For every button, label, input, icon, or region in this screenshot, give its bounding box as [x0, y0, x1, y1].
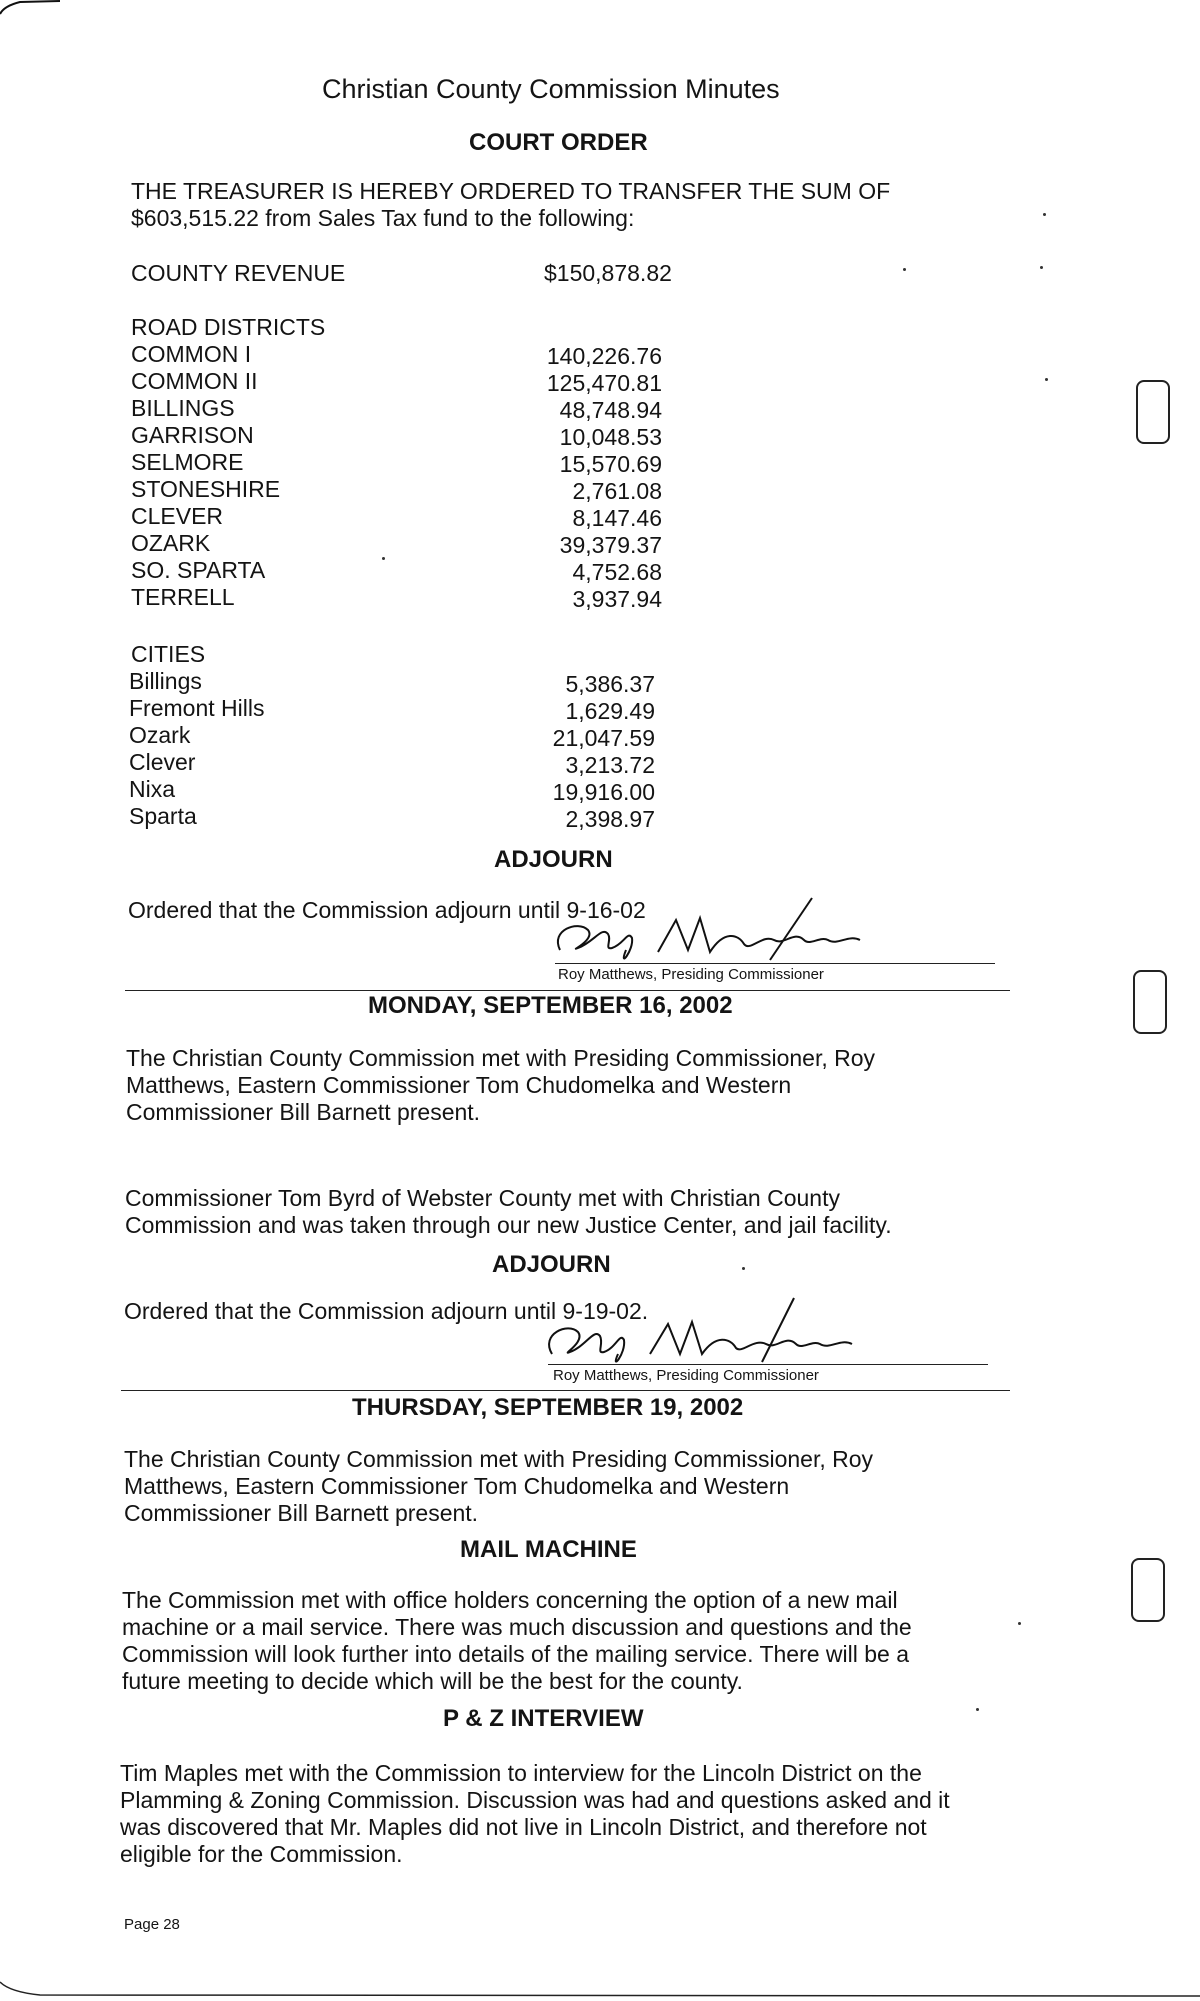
section-divider: [121, 1390, 1010, 1391]
city-amount: 21,047.59: [552, 725, 655, 751]
adjourn-order-text: Ordered that the Commission adjourn until 9-19-02.: [124, 1298, 649, 1324]
mail-machine-paragraph: The Commission met with office holders concerning the option of a new mail machine or a mail service. There was much discussion and questions and the Commission will look further into details of the mailing service. There will be a future meeting to decide which will be the best for the county.: [122, 1587, 912, 1694]
road-district-amount: 39,379.37: [559, 532, 662, 558]
binder-hole-middle: [1133, 970, 1167, 1034]
thursday-attendance-paragraph: The Christian County Commission met with Presiding Commissioner, Roy Matthews, Eastern Commissioner Tom Chudomelka and Western Commissioner Bill Barnett present.: [124, 1446, 874, 1526]
city-name: Billings: [129, 668, 202, 694]
pz-interview-heading: P & Z INTERVIEW: [443, 1705, 644, 1732]
county-revenue-label: COUNTY REVENUE: [131, 260, 346, 286]
road-district-name: CLEVER: [131, 503, 224, 529]
road-district-amount: 3,937.94: [572, 586, 662, 612]
city-name: Nixa: [129, 776, 176, 802]
signature-line: [555, 963, 995, 964]
date-heading-thursday: THURSDAY, SEPTEMBER 19, 2002: [352, 1394, 744, 1421]
city-amount: 3,213.72: [565, 752, 655, 778]
road-district-amount: 10,048.53: [559, 424, 662, 450]
binder-hole-top: [1136, 380, 1170, 444]
city-amount: 19,916.00: [552, 779, 655, 805]
road-district-name: COMMON II: [131, 368, 258, 394]
scan-speck: [1018, 1622, 1021, 1625]
city-amount: 2,398.97: [565, 806, 655, 832]
pz-interview-paragraph: Tim Maples met with the Commission to interview for the Lincoln District on the Plamming & Zoning Commission. Discussion was had and questions asked and it was discovered that Mr. Maples did not live in Lincoln District, and therefore not eligible for the Commission.: [120, 1760, 950, 1867]
road-district-name: OZARK: [131, 530, 211, 556]
scan-speck: [1043, 213, 1046, 216]
road-district-amount: 15,570.69: [559, 451, 662, 477]
page-number: Page 28: [124, 1916, 180, 1933]
signature-caption: Roy Matthews, Presiding Commissioner: [558, 966, 824, 983]
scan-speck: [976, 1708, 979, 1711]
road-district-name: TERRELL: [131, 584, 235, 610]
city-amount: 1,629.49: [565, 698, 655, 724]
city-name: Clever: [129, 749, 196, 775]
road-district-amount: 8,147.46: [572, 505, 662, 531]
mail-machine-heading: MAIL MACHINE: [460, 1536, 637, 1563]
road-district-name: SELMORE: [131, 449, 244, 475]
road-district-amount: 2,761.08: [572, 478, 662, 504]
road-district-amount: 125,470.81: [546, 370, 662, 396]
scan-bottom-edge: [0, 1980, 1200, 2001]
road-district-name: BILLINGS: [131, 395, 235, 421]
scan-speck: [903, 268, 906, 271]
city-name: Fremont Hills: [129, 695, 265, 721]
road-district-name: COMMON I: [131, 341, 252, 367]
adjourn-order-text: Ordered that the Commission adjourn until 9-16-02: [128, 897, 646, 923]
monday-visit-paragraph: Commissioner Tom Byrd of Webster County met with Christian County Commission and was taken through our new Justice Center, and jail facility.: [125, 1185, 892, 1238]
monday-attendance-paragraph: The Christian County Commission met with Presiding Commissioner, Roy Matthews, Eastern Commissioner Tom Chudomelka and Western Commissioner Bill Barnett present.: [126, 1045, 876, 1125]
county-revenue-amount: $150,878.82: [544, 260, 672, 286]
scan-speck: [742, 1267, 745, 1270]
section-divider: [125, 990, 1010, 991]
court-order-heading: COURT ORDER: [469, 129, 648, 156]
signature-caption: Roy Matthews, Presiding Commissioner: [553, 1367, 819, 1384]
adjourn-heading: ADJOURN: [494, 846, 613, 873]
road-district-name: SO. SPARTA: [131, 557, 266, 583]
page-title: Christian County Commission Minutes: [322, 74, 780, 104]
city-name: Sparta: [129, 803, 197, 829]
road-district-amount: 4,752.68: [572, 559, 662, 585]
city-name: Ozark: [129, 722, 191, 748]
road-district-amount: 140,226.76: [546, 343, 662, 369]
court-order-intro-line2: $603,515.22 from Sales Tax fund to the following:: [131, 205, 635, 231]
signature-roy-matthews: [548, 890, 928, 972]
road-district-name: STONESHIRE: [131, 476, 281, 502]
scan-corner-mark: [0, 0, 60, 30]
city-amount: 5,386.37: [565, 671, 655, 697]
adjourn-heading: ADJOURN: [492, 1251, 611, 1278]
binder-hole-bottom: [1131, 1558, 1165, 1622]
road-districts-heading: ROAD DISTRICTS: [131, 314, 326, 340]
road-district-name: GARRISON: [131, 422, 254, 448]
road-district-amount: 48,748.94: [559, 397, 662, 423]
court-order-intro-line1: THE TREASURER IS HEREBY ORDERED TO TRANSFER THE SUM OF: [131, 178, 891, 204]
scan-speck: [382, 557, 385, 560]
scan-speck: [1045, 378, 1048, 381]
signature-roy-matthews: [538, 1292, 918, 1374]
date-heading-monday: MONDAY, SEPTEMBER 16, 2002: [368, 992, 733, 1019]
cities-heading: CITIES: [131, 641, 206, 667]
scan-speck: [1040, 266, 1043, 269]
signature-line: [548, 1364, 988, 1365]
